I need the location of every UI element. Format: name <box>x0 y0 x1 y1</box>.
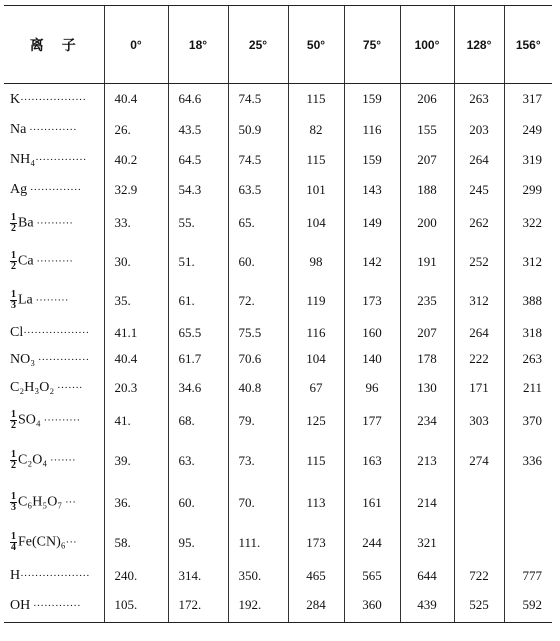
fraction-numerator: 1 <box>11 491 16 502</box>
conductivity-value: 303 <box>454 403 504 439</box>
header-row <box>4 6 552 84</box>
conductivity-value: 60. <box>228 242 288 282</box>
conductivity-value <box>504 483 552 523</box>
ion-name: Na <box>10 122 27 137</box>
conductivity-value: 51. <box>168 242 228 282</box>
conductivity-value: 104 <box>288 346 344 373</box>
conductivity-value: 777 <box>504 563 552 589</box>
conductivity-value: 244 <box>344 523 400 563</box>
conductivity-value: 171 <box>454 373 504 403</box>
leader-dots: ··················· <box>20 570 90 582</box>
table-row <box>4 563 552 589</box>
conductivity-value: 58. <box>104 523 168 563</box>
ion-name: H <box>10 568 21 583</box>
fraction-denominator: 3 <box>11 300 16 311</box>
conductivity-value: 172. <box>168 589 228 623</box>
conductivity-value: 74.5 <box>228 84 288 115</box>
conductivity-value: 350. <box>228 563 288 589</box>
conductivity-value: 125 <box>288 403 344 439</box>
conductivity-value: 263 <box>454 84 504 115</box>
header-temp: 50° <box>288 6 344 84</box>
conductivity-value: 319 <box>504 145 552 175</box>
conductivity-value: 104 <box>288 205 344 242</box>
conductivity-value: 222 <box>454 346 504 373</box>
fraction-numerator: 1 <box>11 250 16 261</box>
conductivity-value: 64.5 <box>168 145 228 175</box>
conductivity-value: 263 <box>504 346 552 373</box>
ion-name: Fe(CN)₆ <box>18 534 66 550</box>
document-page <box>4 5 552 633</box>
conductivity-value: 30. <box>104 242 168 282</box>
conductivity-value: 72. <box>228 282 288 320</box>
conductivity-value: 173 <box>288 523 344 563</box>
conductivity-value: 318 <box>504 320 552 346</box>
ion-cell <box>4 145 104 175</box>
conductivity-value: 245 <box>454 175 504 205</box>
conductivity-value: 192. <box>228 589 288 623</box>
table-row <box>4 320 552 346</box>
table-row <box>4 589 552 623</box>
conductivity-value: 173 <box>344 282 400 320</box>
conductivity-value: 163 <box>344 439 400 483</box>
conductivity-value: 70. <box>228 483 288 523</box>
conductivity-value: 79. <box>228 403 288 439</box>
fraction-coefficient <box>10 450 17 471</box>
ion-cell <box>4 523 104 563</box>
table-row <box>4 84 552 115</box>
header-temp: 18° <box>168 6 228 84</box>
conductivity-value: 360 <box>344 589 400 623</box>
conductivity-value: 240. <box>104 563 168 589</box>
header-temp: 128° <box>454 6 504 84</box>
conductivity-value <box>454 523 504 563</box>
ion-cell <box>4 439 104 483</box>
ion-name: C₂O₄ <box>18 452 48 468</box>
conductivity-value: 592 <box>504 589 552 623</box>
fraction-denominator: 3 <box>11 502 16 513</box>
ion-conductivity-table <box>4 5 552 623</box>
conductivity-value: 20.3 <box>104 373 168 403</box>
leader-dots: ······· <box>54 382 83 394</box>
table-row <box>4 115 552 145</box>
conductivity-value: 65.5 <box>168 320 228 346</box>
conductivity-value: 116 <box>344 115 400 145</box>
conductivity-value: 40.8 <box>228 373 288 403</box>
table-row <box>4 205 552 242</box>
conductivity-value: 70.6 <box>228 346 288 373</box>
fraction-denominator: 2 <box>11 420 16 431</box>
conductivity-value: 40.4 <box>104 84 168 115</box>
conductivity-value: 234 <box>400 403 454 439</box>
leader-dots: ··· <box>62 496 76 509</box>
conductivity-value: 61. <box>168 282 228 320</box>
leader-dots: ········· <box>32 294 69 307</box>
conductivity-value: 63. <box>168 439 228 483</box>
conductivity-value <box>504 523 552 563</box>
conductivity-value: 115 <box>288 84 344 115</box>
header-temp: 156° <box>504 6 552 84</box>
conductivity-value: 207 <box>400 320 454 346</box>
ion-cell <box>4 115 104 145</box>
header-temp: 100° <box>400 6 454 84</box>
leader-dots: ·········· <box>33 216 73 229</box>
fraction-numerator: 1 <box>11 449 16 460</box>
fraction-coefficient <box>10 410 17 431</box>
conductivity-value: 262 <box>454 205 504 242</box>
conductivity-value: 101 <box>288 175 344 205</box>
header-temp: 25° <box>228 6 288 84</box>
conductivity-value: 41.1 <box>104 320 168 346</box>
conductivity-value: 213 <box>400 439 454 483</box>
conductivity-value: 142 <box>344 242 400 282</box>
ion-name: C₆H₅O₇ <box>18 494 63 510</box>
leader-dots: ······· <box>47 454 76 467</box>
conductivity-value: 82 <box>288 115 344 145</box>
conductivity-value: 67 <box>288 373 344 403</box>
conductivity-value: 161 <box>344 483 400 523</box>
conductivity-value: 50.9 <box>228 115 288 145</box>
conductivity-value: 43.5 <box>168 115 228 145</box>
conductivity-value: 115 <box>288 145 344 175</box>
fraction-denominator: 2 <box>11 222 16 234</box>
ion-cell <box>4 483 104 523</box>
conductivity-value: 98 <box>288 242 344 282</box>
leader-dots: ············· <box>26 124 77 136</box>
conductivity-value: 321 <box>400 523 454 563</box>
table-row <box>4 483 552 523</box>
table-row <box>4 175 552 205</box>
conductivity-value: 119 <box>288 282 344 320</box>
ion-cell <box>4 282 104 320</box>
table-row <box>4 373 552 403</box>
conductivity-value: 143 <box>344 175 400 205</box>
conductivity-value: 32.9 <box>104 175 168 205</box>
fraction-numerator: 1 <box>11 531 16 542</box>
conductivity-value: 565 <box>344 563 400 589</box>
ion-cell <box>4 563 104 589</box>
ion-name: Ca <box>18 253 34 269</box>
conductivity-value: 95. <box>168 523 228 563</box>
table-row <box>4 346 552 373</box>
conductivity-value: 299 <box>504 175 552 205</box>
conductivity-value: 35. <box>104 282 168 320</box>
conductivity-value: 159 <box>344 84 400 115</box>
conductivity-value: 188 <box>400 175 454 205</box>
leader-dots: ·············· <box>35 353 90 366</box>
fraction-numerator: 1 <box>11 211 16 223</box>
conductivity-value: 155 <box>400 115 454 145</box>
conductivity-value: 159 <box>344 145 400 175</box>
leader-dots: ············· <box>30 599 81 612</box>
conductivity-value: 206 <box>400 84 454 115</box>
conductivity-value: 439 <box>400 589 454 623</box>
fraction-denominator: 2 <box>11 261 16 272</box>
conductivity-value: 722 <box>454 563 504 589</box>
ion-name: La <box>18 292 33 308</box>
ion-cell <box>4 403 104 439</box>
conductivity-value: 191 <box>400 242 454 282</box>
leader-dots: ·················· <box>23 327 90 339</box>
leader-dots: ·········· <box>40 414 81 427</box>
leader-dots: ·············· <box>27 184 82 196</box>
header-ion: 离子 <box>4 6 104 84</box>
conductivity-value: 34.6 <box>168 373 228 403</box>
conductivity-value: 200 <box>400 205 454 242</box>
fraction-coefficient <box>10 492 17 513</box>
conductivity-value <box>454 483 504 523</box>
conductivity-value: 160 <box>344 320 400 346</box>
conductivity-value: 211 <box>504 373 552 403</box>
conductivity-value: 149 <box>344 205 400 242</box>
leader-dots: ·············· <box>35 154 87 166</box>
conductivity-value: 336 <box>504 439 552 483</box>
conductivity-value: 177 <box>344 403 400 439</box>
ion-cell <box>4 205 104 242</box>
conductivity-value: 214 <box>400 483 454 523</box>
conductivity-value: 525 <box>454 589 504 623</box>
conductivity-value: 317 <box>504 84 552 115</box>
leader-dots: ·········· <box>33 255 73 268</box>
conductivity-value: 235 <box>400 282 454 320</box>
ion-name: NH₄ <box>10 152 36 167</box>
conductivity-value: 312 <box>504 242 552 282</box>
leader-dots: ··· <box>65 536 77 549</box>
conductivity-value: 55. <box>168 205 228 242</box>
conductivity-value: 60. <box>168 483 228 523</box>
conductivity-value: 274 <box>454 439 504 483</box>
conductivity-value: 64.6 <box>168 84 228 115</box>
table-row <box>4 282 552 320</box>
table-row <box>4 439 552 483</box>
conductivity-value: 116 <box>288 320 344 346</box>
table-row <box>4 242 552 282</box>
header-temp: 0° <box>104 6 168 84</box>
conductivity-value: 388 <box>504 282 552 320</box>
table-row <box>4 523 552 563</box>
conductivity-value: 314. <box>168 563 228 589</box>
conductivity-value: 264 <box>454 145 504 175</box>
conductivity-value: 33. <box>104 205 168 242</box>
fraction-coefficient <box>10 251 17 272</box>
conductivity-value: 41. <box>104 403 168 439</box>
ion-name: Ag <box>10 182 28 197</box>
conductivity-value: 370 <box>504 403 552 439</box>
conductivity-value: 312 <box>454 282 504 320</box>
conductivity-value: 284 <box>288 589 344 623</box>
leader-dots: ·················· <box>20 93 87 106</box>
conductivity-value: 65. <box>228 205 288 242</box>
conductivity-value: 105. <box>104 589 168 623</box>
conductivity-value: 203 <box>454 115 504 145</box>
fraction-numerator: 1 <box>11 409 16 420</box>
fraction-coefficient <box>10 213 17 234</box>
conductivity-value: 252 <box>454 242 504 282</box>
conductivity-value: 63.5 <box>228 175 288 205</box>
conductivity-value: 75.5 <box>228 320 288 346</box>
conductivity-value: 68. <box>168 403 228 439</box>
ion-name: Ba <box>18 214 34 230</box>
ion-name: C₂H₃O₂ <box>10 380 55 395</box>
table-row <box>4 145 552 175</box>
conductivity-value: 40.4 <box>104 346 168 373</box>
ion-cell <box>4 320 104 346</box>
ion-cell <box>4 175 104 205</box>
conductivity-value: 61.7 <box>168 346 228 373</box>
ion-cell <box>4 346 104 373</box>
conductivity-value: 249 <box>504 115 552 145</box>
fraction-coefficient <box>10 532 17 553</box>
ion-name: Cl <box>10 325 24 340</box>
conductivity-value: 36. <box>104 483 168 523</box>
fraction-coefficient <box>10 290 17 311</box>
fraction-denominator: 2 <box>11 460 16 471</box>
conductivity-value: 130 <box>400 373 454 403</box>
conductivity-value: 644 <box>400 563 454 589</box>
conductivity-value: 207 <box>400 145 454 175</box>
ion-name: K <box>10 91 21 107</box>
conductivity-value: 40.2 <box>104 145 168 175</box>
conductivity-value: 74.5 <box>228 145 288 175</box>
conductivity-value: 54.3 <box>168 175 228 205</box>
header-temp: 75° <box>344 6 400 84</box>
ion-cell <box>4 84 104 115</box>
ion-cell <box>4 242 104 282</box>
conductivity-value: 113 <box>288 483 344 523</box>
conductivity-value: 140 <box>344 346 400 373</box>
conductivity-value: 115 <box>288 439 344 483</box>
fraction-numerator: 1 <box>11 289 16 300</box>
ion-cell <box>4 589 104 623</box>
conductivity-value: 39. <box>104 439 168 483</box>
conductivity-value: 73. <box>228 439 288 483</box>
ion-name: NO₃ <box>10 351 36 367</box>
conductivity-value: 178 <box>400 346 454 373</box>
ion-name: SO₄ <box>18 412 41 428</box>
conductivity-value: 264 <box>454 320 504 346</box>
ion-cell <box>4 373 104 403</box>
conductivity-value: 465 <box>288 563 344 589</box>
conductivity-value: 26. <box>104 115 168 145</box>
ion-name: OH <box>10 597 31 613</box>
fraction-denominator: 4 <box>11 542 16 553</box>
conductivity-value: 322 <box>504 205 552 242</box>
conductivity-value: 96 <box>344 373 400 403</box>
conductivity-value: 111. <box>228 523 288 563</box>
table-row <box>4 403 552 439</box>
